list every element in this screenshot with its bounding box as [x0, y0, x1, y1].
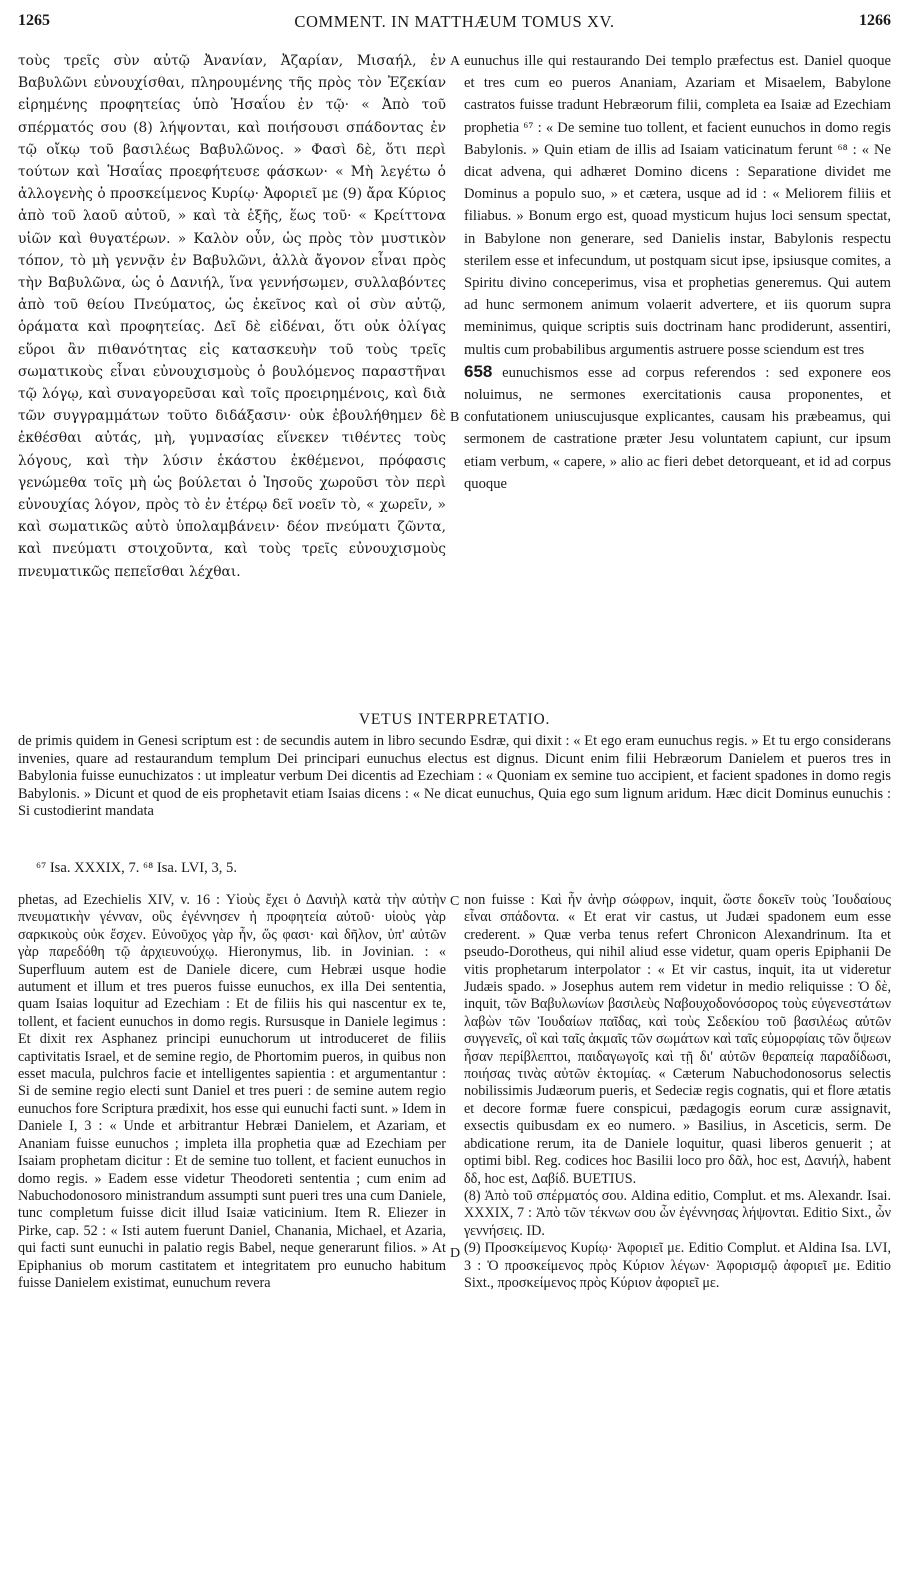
margin-marker-a: A	[450, 54, 461, 69]
greek-text-column	[18, 50, 446, 710]
latin-paragraph: eunuchus ille qui restaurando Dei templo præfectus est. Daniel quoque et tres cum eo pueros Ananiam, Azariam et Misaelem, Babylone castratos fuisse tradunt Hebræorum filii, completa ea Isaiæ ad Ezechiam prophetia ⁶⁷ : « De semine tuo tollent, et facient eunuchos in domo regis Babylonis. » Quin etiam de illis ad Isaiam vaticinatum ferunt ⁶⁸ : « Ne dicat advena, qui adhæret Domino dicens : Separatione dividet me Dominus a populo suo, » et cætera, usque ad id : « Meliorem filiis et filiabus. » Bonum ergo est, quoad mysticum hujus loci sensum spectat, in Babylone non generare, sed Danielis instar, Babylonis respectu sterilem esse et infecundum, ut postquam sicut ipse, ipsiusque comites, a Spiritu divino conceperimus, visa et prophetias generemus. Qui autem ad hunc sermonem animum volaerit advertere, et iis quorum supra meminimus, quique scriptis suis doctrinam hanc prodiderunt, assentiri, multis cum probabilibus argumentis astruere posse sciendum est tres	[464, 53, 891, 358]
vetus-paragraph: de primis quidem in Genesi scriptum est : de secundis autem in libro secundo Esdræ, qui dixit : « Et ego eram eunuchus regis. » Et tu ergo considerans invenies, quare ad restaurandum templum Dei principari eunuchus electus est dignus. Dicunt enim filii Hebræorum Danielem et pueros tres in Babylonia fuisse eunuchizatos : ut impleatur verbum Dei dicentis ad Ezechiam : « Quoniam ex semine tuo accipient, et facient spadones in domo regis Babylonis. » Dicunt et quod de eis prophetavit etiam Isaias dicens : « Ne dicat eunuchus, Quia ego sum lignum aridum. Hæc dicit Dominus eunuchis : Si custodierint mandata	[18, 733, 891, 820]
column-number: 658	[464, 361, 493, 381]
margin-marker-d: D	[450, 1246, 461, 1261]
margin-marker-c: C	[450, 894, 460, 909]
notes-right-column	[464, 892, 891, 1292]
latin-translation-column	[464, 50, 891, 710]
notes-right-paragraph: non fuisse : Καὶ ἦν ἀνὴρ σώφρων, inquit, ὥστε δοκεῖν τοὺς Ἰουδαίους εἶναι σπάδοντα. « Et erat vir castus, ut Judæi spadonem eum esse crederent. » Quæ verba tenus refert Chronicon Alexandrinum. Ita et pseudo-Dorotheus, qui nihil aliud esse videtur, quam operis Epiphanii De vitis prophetarum interpolator : « Et vir castus, inquit, ita ut videretur Judæis spado. » Josephus autem rem videtur in medio reliquisse : Ὁ δὲ, inquit, τῶν Βαβυλωνίων βασιλεὺς Ναβουχοδονόσορος τοὺς εὐγενεστάτων λαβὼν τῶν Ἰουδαίων παῖδας, καὶ τοὺς Σεδεκίου τοῦ βασιλέως αὐτῶν συγγενεῖς, οἳ καὶ ταῖς ἀκμαῖς τῶν σωμάτων καὶ ταῖς εὐμορφίαις τῶν ὄψεων ἦσαν περίβλεπτοι, παιδαγωγοῖς καὶ τῇ δι' αὐτῶν θεραπείᾳ παραδίδωσι, ποιήσας τινὰς αὐτῶν ἐκτομίας. « Cæterum Nabuchodonosorus selectis nobilissimis Judæorum pueris, et Sedeciæ regis cognatis, qui et flore ætatis et decore formæ fuere conspicui, pædagogis eorum curæ assignavit, exsectis quibusdam ex eo numero. » Basilius, in Asceticis, serm. De abdicatione rerum, ita de Daniele loquitur, quasi liberos genuerit ; at optimi bibl. Reg. codices hoc Basilii loco pro δᾶλ, hoc est, Δανιήλ, habent δδ, hoc est, Δαβίδ. BUETIUS.	[464, 892, 891, 1187]
running-title: COMMENT. IN MATTHÆUM TOMUS XV.	[294, 12, 615, 31]
page-number-left: 1265	[18, 12, 50, 29]
note-8: (8) Ἀπὸ τοῦ σπέρματός σου. Aldina editio, Complut. et ms. Alexandr. Isai. XXXIX, 7 : Ἀπὸ τῶν τέκνων σου ὧν ἐγέννησας λήψονται. Editio Sixt., ὧν γεννήσεις. ID.	[464, 1187, 891, 1239]
footnotes: ⁶⁷ Isa. XXXIX, 7. ⁶⁸ Isa. LVI, 3, 5.	[36, 860, 237, 876]
page-number-right: 1266	[859, 12, 891, 29]
margin-marker-b: B	[450, 410, 460, 425]
vetus-interpretatio-text	[18, 733, 891, 821]
notes-left-column	[18, 892, 446, 1292]
latin-paragraph-tail: eunuchismos esse ad corpus referendos : sed exponere eos noluimus, ne sermones exercitationis causa proponentes, et confutationem uniuscujusque explicantes, causam his præbeamus, qui sermonem de castratione præter Jesu voluntatem capiunt, cur ipsum etiam verbum, « capere, » alio ac fieri debet detorqueant, et id ad corpus quoque	[464, 364, 891, 492]
notes-left-paragraph: phetas, ad Ezechielis XIV, v. 16 : Υἱοὺς ἔχει ὁ Δανιὴλ κατὰ τὴν αὐτὴν πνευματικὴν γένναν, οὓς ἐγέννησεν ἡ προφητεία αὐτοῦ· υἱοὺς γὰρ σαρκικοὺς οὐκ ἔσχεν. Εὐνοῦχος γὰρ ἦν, ὥς φασι· καὶ δῆλον, ὑπ' αὐτῶν γὰρ παρεδόθη τῷ ἀρχιευνούχῳ. Hieronymus, lib. in Jovinian. : « Superfluum autem est de Daniele dicere, cum Hebræi usque hodie autument et illum et tres pueros fuisse eunuchos, ex illa Dei sententia, quam Isaias loquitur ad Ezechiam : Et de filiis his qui nascentur ex te, tollent, et facient eunuchos in domo regis. Rursusque in Daniele legimus : Et dixit rex Asphanez principi eunuchorum ut introduceret de filiis captivitatis Israel, et de semine regio, de Phortomim pueros, in quibus non esset macula, pulchros facie et intelligentes sapientia : et argumentantur : Si de semine regio electi sunt Daniel et tres pueri : de semine autem regio eunuchos fore Scriptura prædixit, hos esse qui eunuchi facti sunt. » Idem in Daniele I, 3 : « Unde et arbitrantur Hebræi Danielem, et Azariam, et Ananiam fuisse eunuchos ; impleta illa prophetia quæ ad Ezechiam per Isaiam prophetam dicitur : Et de semine tuo tollent, et facient eunuchos in domo regis. » Eadem esse videtur Theodoreti sententia ; cum enim ad Nabuchodonosoro ministrandum assumpti sunt pueri tres una cum Daniele, tunc completum fuisse dicit illud Isaiæ vaticinium. Item R. Eliezer in Pirke, cap. 52 : « Isti autem fuerunt Daniel, Chanania, Michael, et Azaria, qui facti sunt eunuchi in palatio regis Babel, neque generarunt filios. » At Epiphanius ob morum castitatem et integritatem pro eunucho habitum fuisse Danielem existimat, eunuchum revera	[18, 892, 446, 1291]
latin-paragraph-continued	[464, 361, 891, 495]
greek-paragraph: τοὺς τρεῖς σὺν αὐτῷ Ἀνανίαν, Ἀζαρίαν, Μισαήλ, ἐν Βαβυλῶνι εὐνουχίσθαι, πληρουμένης τῆς πρὸς τὸν Ἐζεκίαν εἰρημένης προφητείας ὑπὸ Ἡσαΐου ἐν τῷ· « Ἀπὸ τοῦ σπέρματός σου (8) λήψονται, καὶ ποιήσουσι σπάδοντας ἐν τῷ οἴκῳ τοῦ βασιλέως Βαβυλῶνος. » Φασὶ δὲ, ὅτι περὶ τούτων καὶ Ἡσαΐας προεφήτευσε φάσκων· « Μὴ λεγέτω ὁ ἀλλογενὴς ὁ προσκείμενος Κυρίῳ· Ἀφοριεῖ με (9) ἄρα Κύριος ἀπὸ τοῦ λαοῦ αὐτοῦ, » καὶ τὰ ἑξῆς, ἕως τοῦ· « Κρείττονα υἱῶν καὶ θυγατέρων. » Καλὸν οὖν, ὡς πρὸς τὸν μυστικὸν τόπον, τὸ μὴ γεννᾷν ἐν Βαβυλῶνι, ἀλλὰ ἄγονον εἶναι πρὸς τὴν Βαβυλῶνα, ὡς ὁ Δανιήλ, ἵνα γεννήσωμεν, συλλαβόντες ἀπὸ τοῦ θείου Πνεύματος, ὡς ἐκεῖνος καὶ οἱ σὺν αὐτῷ, ὁράματα καὶ προφητείας. Δεῖ δὲ εἰδέναι, ὅτι οὐκ ὀλίγας εὕροι ἂν πιθανότητας εἰς κατασκευὴν τοῦ τοὺς τρεῖς σωματικοὺς εἶναι εὐνουχισμοὺς ὁ βουλόμενος παραστῆναι τῷ λόγῳ, καὶ συναγορεῦσαι καὶ τοῖς προειρημένοις, καὶ διὰ τῶν συγγραμμάτων τοῦτο διδάξασιν· οὐκ ἐβουλήθημεν δὲ ἐκθέσθαι αὐτάς, μὴ, γυμνασίας εἵνεκεν τιθέντες τοὺς λόγους, καὶ τὴν λύσιν ἑκάστου ἐκθέμενοι, πρόφασις γενώμεθα τοῖς μὴ ὡς βούλεται ὁ Ἰησοῦς χωροῦσι τὸν περὶ εὐνουχίας λόγον, πρὸς τὸ ἐν ἑτέρῳ δεῖ νοεῖν τὸ, « χωρεῖν, » καὶ σωματικῶς αὐτὸ ὑπολαμβάνειν· δέον πνεύματι ζῶντα, καὶ πνεύματι στοιχοῦντα, καὶ τοὺς τρεῖς εὐνουχισμοὺς πνευματικῶς πεπεῖσθαι λέχθαι.	[18, 53, 446, 580]
section-title: VETUS INTERPRETATIO.	[358, 711, 551, 728]
scanned-page	[18, 8, 891, 1574]
page-header	[18, 8, 891, 38]
note-9: (9) Προσκείμενος Κυρίῳ· Ἀφοριεῖ με. Editio Complut. et Aldina Isa. LVI, 3 : Ὁ προσκείμενος πρὸς Κύριον λέγων· Ἀφορισμῷ ἀφοριεῖ με. Editio Sixt., προσκείμενος πρὸς Κύριον ἀφοριεῖ με.	[464, 1240, 891, 1291]
